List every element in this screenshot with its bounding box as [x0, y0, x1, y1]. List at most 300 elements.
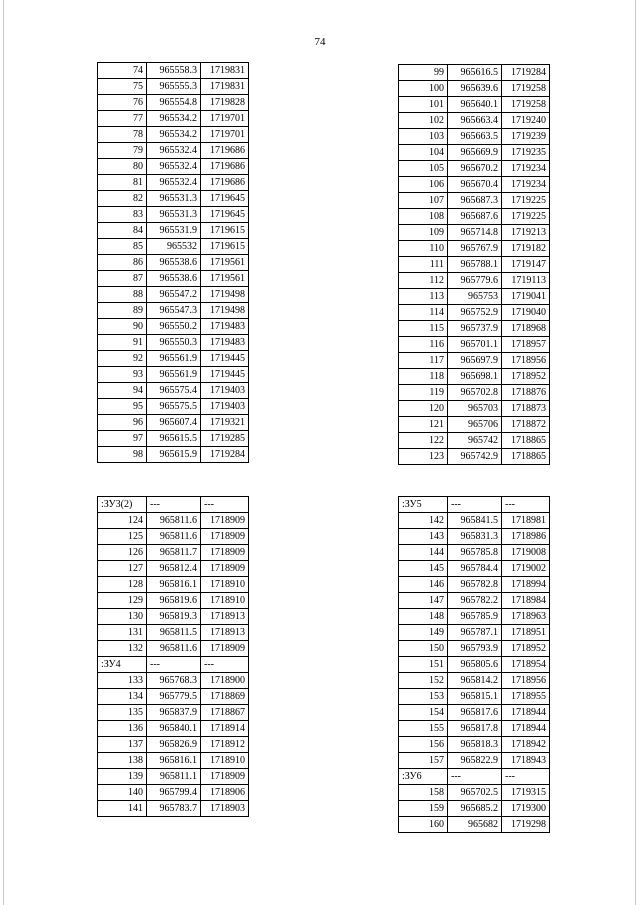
x-coordinate-cell: 965840.1 — [147, 721, 201, 737]
coordinates-table-bottom-left — [97, 496, 249, 817]
point-number-cell: 97 — [98, 431, 147, 447]
x-coordinate-cell: 965607.4 — [147, 415, 201, 431]
point-number-cell: 113 — [399, 289, 448, 305]
y-coordinate-cell: 1719225 — [502, 193, 550, 209]
point-number-cell: 138 — [98, 753, 147, 769]
y-coordinate-cell: 1718909 — [201, 769, 249, 785]
x-coordinate-cell: 965575.5 — [147, 399, 201, 415]
y-coordinate-cell: 1718876 — [502, 385, 550, 401]
table-row — [98, 577, 249, 593]
x-coordinate-cell: 965787.1 — [448, 625, 502, 641]
y-coordinate-cell: 1719258 — [502, 97, 550, 113]
point-number-cell: 95 — [98, 399, 147, 415]
table-row — [98, 271, 249, 287]
y-coordinate-cell: 1718956 — [502, 353, 550, 369]
point-number-cell: 145 — [399, 561, 448, 577]
y-coordinate-cell: 1718909 — [201, 513, 249, 529]
x-coordinate-cell: 965687.3 — [448, 193, 502, 209]
y-coordinate-cell: 1719645 — [201, 207, 249, 223]
point-number-cell: 111 — [399, 257, 448, 273]
table-row — [98, 367, 249, 383]
table-row — [98, 625, 249, 641]
x-coordinate-cell: 965550.2 — [147, 319, 201, 335]
y-coordinate-cell: 1718957 — [502, 337, 550, 353]
table-row — [399, 273, 550, 289]
y-coordinate-cell: 1718910 — [201, 577, 249, 593]
y-coordinate-cell: 1719686 — [201, 143, 249, 159]
y-coordinate-cell: 1719561 — [201, 271, 249, 287]
x-coordinate-cell: --- — [448, 769, 502, 785]
x-coordinate-cell: 965558.3 — [147, 63, 201, 79]
point-number-cell: 109 — [399, 225, 448, 241]
point-number-cell: 114 — [399, 305, 448, 321]
x-coordinate-cell: 965812.4 — [147, 561, 201, 577]
x-coordinate-cell: 965811.6 — [147, 529, 201, 545]
x-coordinate-cell: 965669.9 — [448, 145, 502, 161]
point-number-cell: 125 — [98, 529, 147, 545]
y-coordinate-cell: --- — [201, 657, 249, 673]
point-number-cell: 89 — [98, 303, 147, 319]
table-row — [399, 353, 550, 369]
page-number: 74 — [314, 36, 326, 48]
x-coordinate-cell: 965819.3 — [147, 609, 201, 625]
point-number-cell: 101 — [399, 97, 448, 113]
table-row — [399, 241, 550, 257]
point-number-cell: 80 — [98, 159, 147, 175]
y-coordinate-cell: 1718872 — [502, 417, 550, 433]
point-number-cell: 116 — [399, 337, 448, 353]
table-row — [98, 753, 249, 769]
point-number-cell: 108 — [399, 209, 448, 225]
x-coordinate-cell: 965685.2 — [448, 801, 502, 817]
y-coordinate-cell: 1719213 — [502, 225, 550, 241]
table-row — [399, 513, 550, 529]
y-coordinate-cell: 1718909 — [201, 641, 249, 657]
x-coordinate-cell: 965752.9 — [448, 305, 502, 321]
x-coordinate-cell: 965561.9 — [147, 351, 201, 367]
table-row — [98, 399, 249, 415]
table-row — [98, 529, 249, 545]
section-header-row — [399, 497, 550, 513]
table-row — [98, 431, 249, 447]
point-number-cell: 147 — [399, 593, 448, 609]
x-coordinate-cell: 965703 — [448, 401, 502, 417]
point-number-cell: 85 — [98, 239, 147, 255]
x-coordinate-cell: 965682 — [448, 817, 502, 833]
x-coordinate-cell: 965670.2 — [448, 161, 502, 177]
y-coordinate-cell: 1719445 — [201, 367, 249, 383]
x-coordinate-cell: --- — [147, 657, 201, 673]
section-label-cell: :ЗУ3(2) — [98, 497, 147, 513]
point-number-cell: 133 — [98, 673, 147, 689]
table-row — [399, 289, 550, 305]
y-coordinate-cell: 1718873 — [502, 401, 550, 417]
y-coordinate-cell: --- — [201, 497, 249, 513]
x-coordinate-cell: 965811.5 — [147, 625, 201, 641]
x-coordinate-cell: 965615.9 — [147, 447, 201, 463]
y-coordinate-cell: 1719483 — [201, 335, 249, 351]
table-row — [98, 207, 249, 223]
x-coordinate-cell: 965702.5 — [448, 785, 502, 801]
y-coordinate-cell: 1718910 — [201, 593, 249, 609]
point-number-cell: 112 — [399, 273, 448, 289]
point-number-cell: 143 — [399, 529, 448, 545]
section-label-cell: :ЗУ4 — [98, 657, 147, 673]
y-coordinate-cell: 1719403 — [201, 399, 249, 415]
table-row — [399, 529, 550, 545]
table-row — [98, 769, 249, 785]
table-row — [399, 721, 550, 737]
table-row — [98, 447, 249, 463]
y-coordinate-cell: 1719701 — [201, 111, 249, 127]
y-coordinate-cell: 1718944 — [502, 721, 550, 737]
point-number-cell: 127 — [98, 561, 147, 577]
point-number-cell: 148 — [399, 609, 448, 625]
y-coordinate-cell: 1719285 — [201, 431, 249, 447]
page-edge-left — [3, 0, 4, 905]
point-number-cell: 106 — [399, 177, 448, 193]
table-row — [98, 383, 249, 399]
x-coordinate-cell: 965816.1 — [147, 753, 201, 769]
x-coordinate-cell: 965706 — [448, 417, 502, 433]
point-number-cell: 75 — [98, 79, 147, 95]
y-coordinate-cell: 1718910 — [201, 753, 249, 769]
point-number-cell: 105 — [399, 161, 448, 177]
x-coordinate-cell: 965788.1 — [448, 257, 502, 273]
point-number-cell: 140 — [98, 785, 147, 801]
y-coordinate-cell: 1718900 — [201, 673, 249, 689]
table-row — [399, 401, 550, 417]
section-header-row — [98, 657, 249, 673]
x-coordinate-cell: 965698.1 — [448, 369, 502, 385]
y-coordinate-cell: 1719615 — [201, 239, 249, 255]
table-row — [399, 225, 550, 241]
table-row — [399, 129, 550, 145]
y-coordinate-cell: 1719831 — [201, 63, 249, 79]
x-coordinate-cell: 965814.2 — [448, 673, 502, 689]
x-coordinate-cell: 965768.3 — [147, 673, 201, 689]
x-coordinate-cell: 965532.4 — [147, 143, 201, 159]
table-row — [399, 625, 550, 641]
table-row — [399, 177, 550, 193]
x-coordinate-cell: --- — [448, 497, 502, 513]
y-coordinate-cell: 1719008 — [502, 545, 550, 561]
point-number-cell: 130 — [98, 609, 147, 625]
x-coordinate-cell: 965811.6 — [147, 641, 201, 657]
table-row — [98, 159, 249, 175]
x-coordinate-cell: 965532.4 — [147, 159, 201, 175]
x-coordinate-cell: 965811.1 — [147, 769, 201, 785]
point-number-cell: 103 — [399, 129, 448, 145]
y-coordinate-cell: 1718913 — [201, 609, 249, 625]
x-coordinate-cell: 965555.3 — [147, 79, 201, 95]
y-coordinate-cell: 1719113 — [502, 273, 550, 289]
table-row — [399, 145, 550, 161]
point-number-cell: 123 — [399, 449, 448, 465]
table-row — [98, 561, 249, 577]
x-coordinate-cell: 965767.9 — [448, 241, 502, 257]
table-row — [98, 689, 249, 705]
y-coordinate-cell: 1719284 — [201, 447, 249, 463]
point-number-cell: 102 — [399, 113, 448, 129]
y-coordinate-cell: 1718981 — [502, 513, 550, 529]
point-number-cell: 134 — [98, 689, 147, 705]
y-coordinate-cell: 1718912 — [201, 737, 249, 753]
x-coordinate-cell: 965640.1 — [448, 97, 502, 113]
y-coordinate-cell: 1718914 — [201, 721, 249, 737]
y-coordinate-cell: 1718865 — [502, 433, 550, 449]
x-coordinate-cell: 965817.6 — [448, 705, 502, 721]
x-coordinate-cell: 965811.7 — [147, 545, 201, 561]
table-row — [399, 689, 550, 705]
x-coordinate-cell: 965784.4 — [448, 561, 502, 577]
y-coordinate-cell: 1719483 — [201, 319, 249, 335]
point-number-cell: 87 — [98, 271, 147, 287]
table-row — [399, 641, 550, 657]
x-coordinate-cell: 965534.2 — [147, 127, 201, 143]
point-number-cell: 124 — [98, 513, 147, 529]
x-coordinate-cell: 965531.3 — [147, 207, 201, 223]
point-number-cell: 159 — [399, 801, 448, 817]
table-row — [399, 609, 550, 625]
y-coordinate-cell: 1719225 — [502, 209, 550, 225]
table-row — [399, 161, 550, 177]
point-number-cell: 141 — [98, 801, 147, 817]
y-coordinate-cell: 1719645 — [201, 191, 249, 207]
x-coordinate-cell: 965815.1 — [448, 689, 502, 705]
x-coordinate-cell: 965531.9 — [147, 223, 201, 239]
point-number-cell: 79 — [98, 143, 147, 159]
y-coordinate-cell: 1719147 — [502, 257, 550, 273]
y-coordinate-cell: 1718963 — [502, 609, 550, 625]
point-number-cell: 78 — [98, 127, 147, 143]
point-number-cell: 136 — [98, 721, 147, 737]
x-coordinate-cell: 965826.9 — [147, 737, 201, 753]
table-row — [399, 705, 550, 721]
y-coordinate-cell: 1719002 — [502, 561, 550, 577]
y-coordinate-cell: 1718943 — [502, 753, 550, 769]
y-coordinate-cell: 1719298 — [502, 817, 550, 833]
point-number-cell: 120 — [399, 401, 448, 417]
x-coordinate-cell: 965616.5 — [448, 65, 502, 81]
y-coordinate-cell: 1718909 — [201, 529, 249, 545]
point-number-cell: 110 — [399, 241, 448, 257]
x-coordinate-cell: 965670.4 — [448, 177, 502, 193]
table-row — [98, 705, 249, 721]
table-row — [399, 97, 550, 113]
x-coordinate-cell: 965575.4 — [147, 383, 201, 399]
table-row — [399, 449, 550, 465]
table-row — [98, 239, 249, 255]
x-coordinate-cell: 965554.8 — [147, 95, 201, 111]
point-number-cell: 118 — [399, 369, 448, 385]
y-coordinate-cell: 1719321 — [201, 415, 249, 431]
x-coordinate-cell: 965783.7 — [147, 801, 201, 817]
y-coordinate-cell: 1719182 — [502, 241, 550, 257]
point-number-cell: 107 — [399, 193, 448, 209]
point-number-cell: 83 — [98, 207, 147, 223]
table-row — [399, 209, 550, 225]
table-row — [98, 111, 249, 127]
x-coordinate-cell: 965793.9 — [448, 641, 502, 657]
x-coordinate-cell: 965547.3 — [147, 303, 201, 319]
table-row — [98, 127, 249, 143]
table-row — [399, 321, 550, 337]
point-number-cell: 115 — [399, 321, 448, 337]
table-row — [399, 385, 550, 401]
table-row — [98, 287, 249, 303]
x-coordinate-cell: 965779.6 — [448, 273, 502, 289]
y-coordinate-cell: 1719561 — [201, 255, 249, 271]
x-coordinate-cell: 965785.9 — [448, 609, 502, 625]
x-coordinate-cell: 965841.5 — [448, 513, 502, 529]
coordinates-table-top-right — [398, 64, 550, 465]
y-coordinate-cell: 1718951 — [502, 625, 550, 641]
x-coordinate-cell: 965737.9 — [448, 321, 502, 337]
table-row — [399, 753, 550, 769]
point-number-cell: 155 — [399, 721, 448, 737]
coordinates-table-top-left — [97, 62, 249, 463]
table-row — [98, 641, 249, 657]
table-row — [399, 561, 550, 577]
point-number-cell: 92 — [98, 351, 147, 367]
y-coordinate-cell: 1719686 — [201, 175, 249, 191]
x-coordinate-cell: 965753 — [448, 289, 502, 305]
y-coordinate-cell: 1719831 — [201, 79, 249, 95]
y-coordinate-cell: 1719498 — [201, 287, 249, 303]
table-row — [98, 303, 249, 319]
point-number-cell: 156 — [399, 737, 448, 753]
x-coordinate-cell: 965799.4 — [147, 785, 201, 801]
point-number-cell: 98 — [98, 447, 147, 463]
y-coordinate-cell: 1719701 — [201, 127, 249, 143]
point-number-cell: 96 — [98, 415, 147, 431]
x-coordinate-cell: 965831.3 — [448, 529, 502, 545]
point-number-cell: 137 — [98, 737, 147, 753]
table-row — [98, 63, 249, 79]
y-coordinate-cell: 1718968 — [502, 321, 550, 337]
y-coordinate-cell: 1719445 — [201, 351, 249, 367]
y-coordinate-cell: 1718952 — [502, 369, 550, 385]
y-coordinate-cell: 1718955 — [502, 689, 550, 705]
table-row — [399, 673, 550, 689]
x-coordinate-cell: 965782.2 — [448, 593, 502, 609]
point-number-cell: 153 — [399, 689, 448, 705]
table-row — [399, 337, 550, 353]
y-coordinate-cell: 1718952 — [502, 641, 550, 657]
y-coordinate-cell: 1718906 — [201, 785, 249, 801]
y-coordinate-cell: 1718986 — [502, 529, 550, 545]
section-header-row — [98, 497, 249, 513]
x-coordinate-cell: 965701.1 — [448, 337, 502, 353]
table-row — [98, 785, 249, 801]
y-coordinate-cell: 1718984 — [502, 593, 550, 609]
y-coordinate-cell: 1719403 — [201, 383, 249, 399]
table-row — [98, 191, 249, 207]
y-coordinate-cell: 1718909 — [201, 561, 249, 577]
point-number-cell: 88 — [98, 287, 147, 303]
y-coordinate-cell: 1718954 — [502, 657, 550, 673]
y-coordinate-cell: 1719258 — [502, 81, 550, 97]
table-row — [98, 255, 249, 271]
y-coordinate-cell: 1719234 — [502, 161, 550, 177]
y-coordinate-cell: 1719315 — [502, 785, 550, 801]
x-coordinate-cell: 965663.5 — [448, 129, 502, 145]
y-coordinate-cell: --- — [502, 769, 550, 785]
section-label-cell: :ЗУ6 — [399, 769, 448, 785]
table-row — [98, 223, 249, 239]
x-coordinate-cell: 965782.8 — [448, 577, 502, 593]
table-row — [399, 785, 550, 801]
y-coordinate-cell: 1719234 — [502, 177, 550, 193]
y-coordinate-cell: 1718913 — [201, 625, 249, 641]
section-label-cell: :ЗУ5 — [399, 497, 448, 513]
point-number-cell: 121 — [399, 417, 448, 433]
x-coordinate-cell: 965817.8 — [448, 721, 502, 737]
point-number-cell: 142 — [399, 513, 448, 529]
x-coordinate-cell: 965615.5 — [147, 431, 201, 447]
point-number-cell: 100 — [399, 81, 448, 97]
point-number-cell: 158 — [399, 785, 448, 801]
table-row — [98, 545, 249, 561]
x-coordinate-cell: 965819.6 — [147, 593, 201, 609]
table-row — [98, 593, 249, 609]
y-coordinate-cell: 1719686 — [201, 159, 249, 175]
point-number-cell: 132 — [98, 641, 147, 657]
x-coordinate-cell: 965547.2 — [147, 287, 201, 303]
y-coordinate-cell: 1719041 — [502, 289, 550, 305]
y-coordinate-cell: --- — [502, 497, 550, 513]
x-coordinate-cell: 965811.6 — [147, 513, 201, 529]
coordinates-table-bottom-right — [398, 496, 550, 833]
point-number-cell: 104 — [399, 145, 448, 161]
point-number-cell: 131 — [98, 625, 147, 641]
point-number-cell: 82 — [98, 191, 147, 207]
x-coordinate-cell: 965532 — [147, 239, 201, 255]
point-number-cell: 128 — [98, 577, 147, 593]
x-coordinate-cell: 965663.4 — [448, 113, 502, 129]
x-coordinate-cell: 965697.9 — [448, 353, 502, 369]
point-number-cell: 99 — [399, 65, 448, 81]
point-number-cell: 154 — [399, 705, 448, 721]
y-coordinate-cell: 1718956 — [502, 673, 550, 689]
table-row — [98, 673, 249, 689]
y-coordinate-cell: 1718944 — [502, 705, 550, 721]
table-row — [399, 113, 550, 129]
table-row — [399, 81, 550, 97]
x-coordinate-cell: 965742 — [448, 433, 502, 449]
y-coordinate-cell: 1719498 — [201, 303, 249, 319]
x-coordinate-cell: 965837.9 — [147, 705, 201, 721]
point-number-cell: 119 — [399, 385, 448, 401]
y-coordinate-cell: 1719040 — [502, 305, 550, 321]
table-row — [399, 817, 550, 833]
point-number-cell: 91 — [98, 335, 147, 351]
point-number-cell: 129 — [98, 593, 147, 609]
x-coordinate-cell: 965818.3 — [448, 737, 502, 753]
y-coordinate-cell: 1718869 — [201, 689, 249, 705]
point-number-cell: 77 — [98, 111, 147, 127]
x-coordinate-cell: 965805.6 — [448, 657, 502, 673]
point-number-cell: 144 — [399, 545, 448, 561]
point-number-cell: 81 — [98, 175, 147, 191]
y-coordinate-cell: 1718867 — [201, 705, 249, 721]
x-coordinate-cell: 965816.1 — [147, 577, 201, 593]
table-row — [98, 95, 249, 111]
point-number-cell: 135 — [98, 705, 147, 721]
x-coordinate-cell: 965538.6 — [147, 255, 201, 271]
x-coordinate-cell: 965531.3 — [147, 191, 201, 207]
